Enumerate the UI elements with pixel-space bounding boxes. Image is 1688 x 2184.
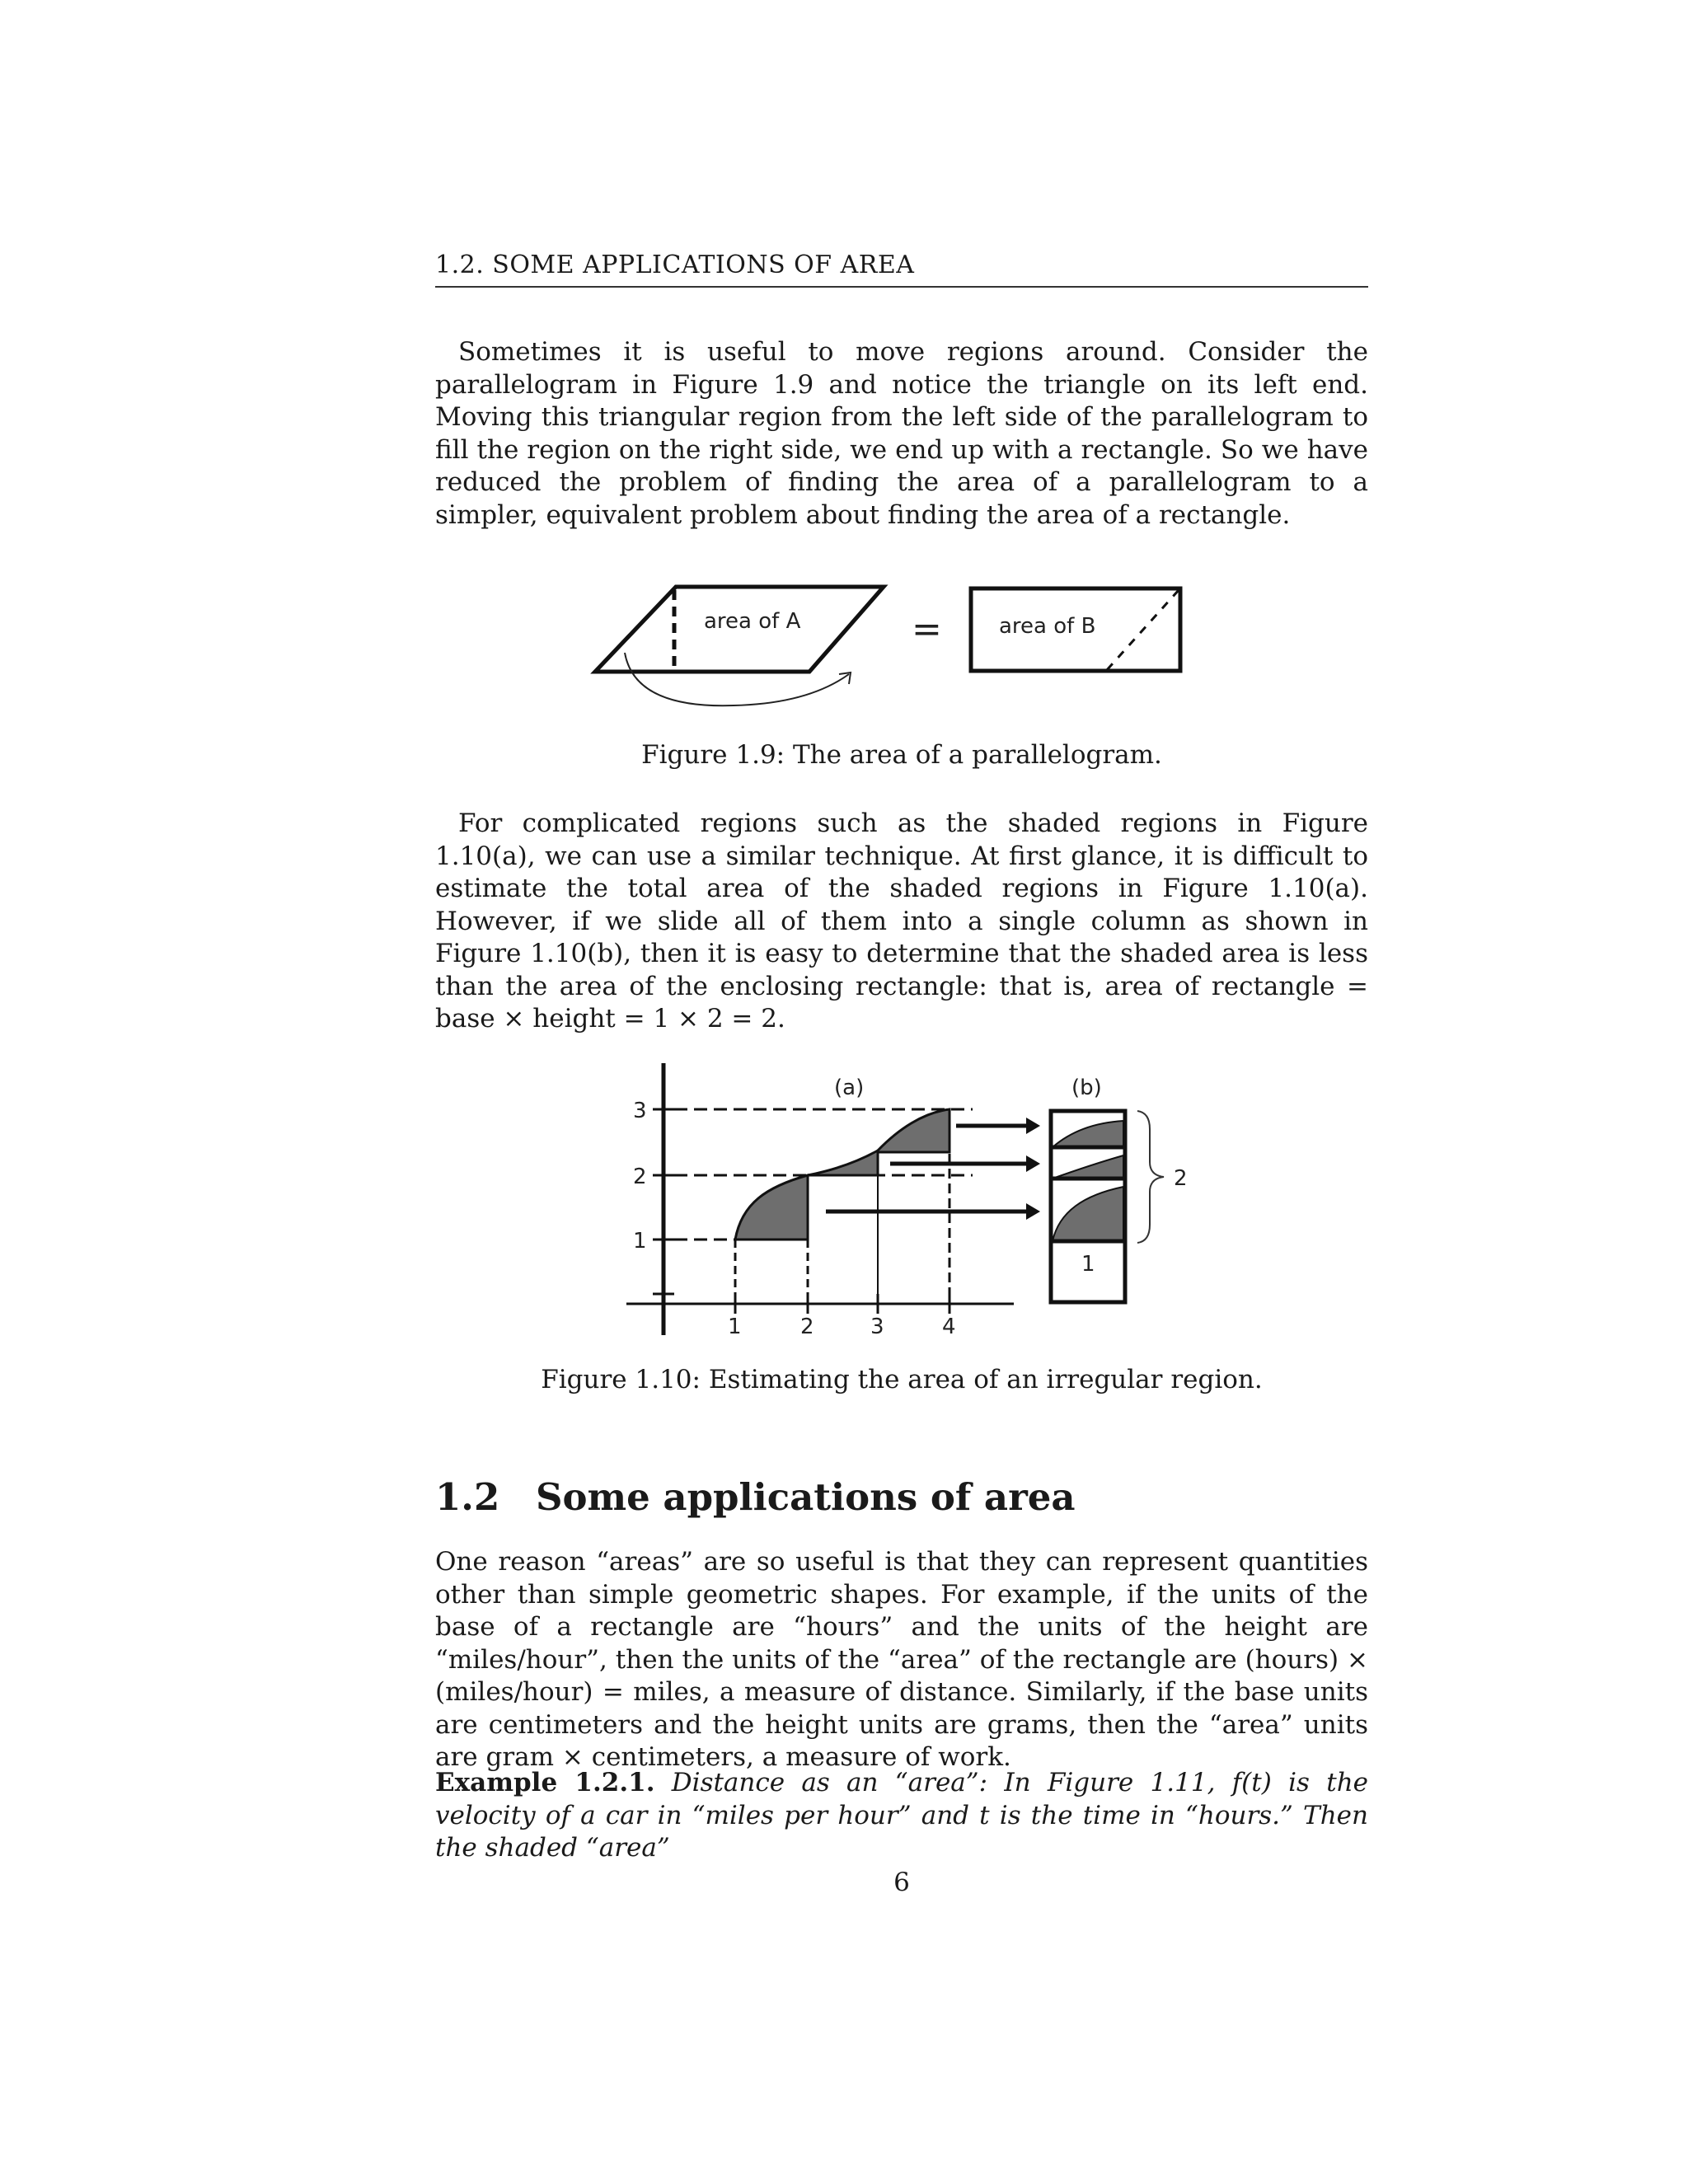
move-arrow [625,653,849,705]
figure-1-9 [577,569,1203,725]
region-a-1 [735,1175,808,1240]
page-number: 6 [893,1868,910,1897]
section-title: Some applications of area [536,1475,1076,1519]
area-b-label: area of B [999,614,1096,639]
x-tick-label-4: 4 [942,1315,956,1339]
figure-1-10 [610,1055,1203,1343]
section-heading [435,1475,1076,1519]
base-label: 1 [1081,1252,1095,1277]
x-tick-label-1: 1 [728,1315,742,1339]
height-brace [1137,1111,1164,1243]
equals-sign: = [912,608,942,650]
example-text: Distance as an “area”: In Figure 1.11, f(t) is the velocity of a car in “miles per hour” and t is the time in “hours.” Then the shaded “area” [435,1768,1369,1863]
area-a-label: area of A [704,609,801,634]
arrow-1-head [1026,1118,1040,1134]
x-tick-label-2: 2 [800,1315,814,1339]
brace-label: 2 [1174,1166,1188,1191]
region-a-2 [808,1151,878,1175]
figure-1-10-caption: Figure 1.10: Estimating the area of an irregular region. [541,1365,1263,1394]
example-1-2-1 [435,1767,1368,1865]
y-tick-label-2: 2 [633,1165,647,1189]
paragraph-applications: One reason “areas” are so useful is that they can represent quantities other than simple geometric shapes. For example, if the units of the base of a rectangle are “hours” and the units of the height are “miles/hour”, then the units of the “area” of the rectangle are (hours) × (miles/hour) = miles, a measure of distance. Similarly, if the base units are centimeters and the height units are grams, then the “area” units are gram × centimeters, a measure of work. [435,1547,1368,1772]
paragraph-parallelogram: Sometimes it is useful to move regions around. Consider the parallelogram in Figure 1.9 and notice the triangle on its left end. Moving this triangular region from the left side of the parallelogram to fill the region on the right side, we end up with a rectangle. So we have reduced the problem of finding the area of a parallelogram to a simpler, equivalent problem about finding the area of a rectangle. [435,337,1368,530]
paragraph-irregular-region: For complicated regions such as the shaded regions in Figure 1.10(a), we can use a similar technique. At first glance, it is difficult to estimate the total area of the shaded regions in Figure 1.10(a). However, if we slide all of them into a single column as shown in Figure 1.10(b), then it is easy to determine that the shaded area is less than the area of the enclosing rectangle: that is, area of rectangle = base × height = 1 × 2 = 2. [435,808,1368,1033]
example-label: Example 1.2.1. [435,1768,655,1797]
y-tick-label-1: 1 [633,1229,647,1254]
label-b: (b) [1071,1076,1102,1100]
arrow-3-head [1026,1203,1040,1220]
y-tick-label-3: 3 [633,1099,647,1123]
x-tick-label-3: 3 [870,1315,884,1339]
figure-1-9-caption: Figure 1.9: The area of a parallelogram. [641,740,1162,770]
region-a-3 [878,1109,950,1152]
arrow-2-head [1026,1155,1040,1172]
running-head: 1.2. SOME APPLICATIONS OF AREA [435,251,1368,288]
section-number: 1.2 [435,1475,500,1519]
label-a: (a) [834,1076,865,1100]
moved-triangle-dashed-line [1106,590,1179,671]
